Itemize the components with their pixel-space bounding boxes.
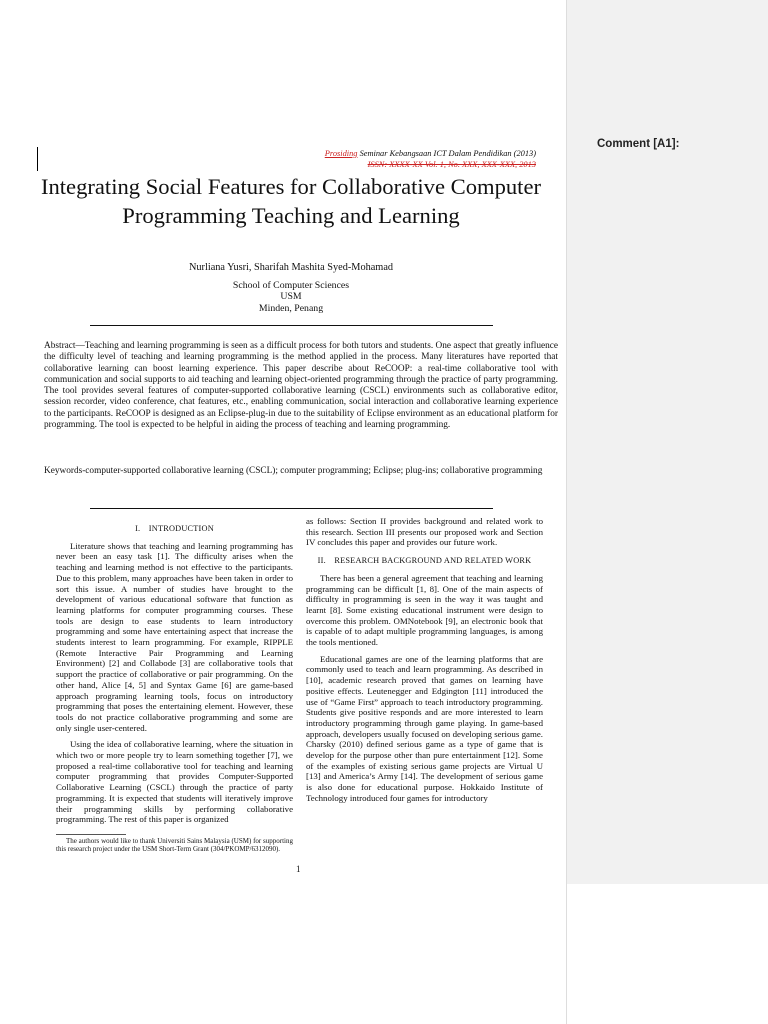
sidebar-bottom: [566, 884, 768, 1024]
intro-continuation: as follows: Section II provides background and related work to this research. Section III presents our proposed work and Section IV concludes this paper and provides our future work.: [306, 516, 543, 548]
divider-bottom: [90, 508, 493, 509]
author-names: Nurliana Yusri, Sharifah Mashita Syed-Mohamad: [188, 262, 394, 273]
author-location: Minden, Penang: [258, 302, 324, 314]
left-column: [56, 524, 293, 825]
keywords: Keywords-computer-supported collaborative learning (CSCL); computer programming; Eclipse; plug-ins; collaborative programming: [44, 466, 543, 476]
abstract: Abstract—Teaching and learning programming is seen as a difficult process for both tutors and students. One aspect that greatly influence the difficulty level of teaching and learning programming is the method applied in the process. Many literatures have reported that collaborative learning can boost learning experience. This paper describe about ReCOOP: a real-time collaborative tool with communication and social supports to aid teaching and learning object-oriented programming through the practice of party programming. The tool provides several features of computer-supported collaborative learning (CSCL) environments such as collaborative editor, session recorder, video conference, chat features, etc., enabling communication, social interaction and collaborative learning experience to the participants. ReCOOP is designed as an Eclipse-plug-in due to the suitability of Eclipse environment as an educational platform for programming. The tool is expected to be helpful in aiding the process of teaching and learning programming.: [44, 341, 558, 431]
section-title-introduction: I. INTRODUCTION: [135, 524, 214, 533]
comment-label[interactable]: Comment [A1]:: [597, 138, 680, 150]
right-column: [306, 516, 543, 804]
header-seminar: Seminar Kebangsaan ICT Dalam Pendidikan (2013): [359, 149, 536, 158]
header-issn: ISSN: XXXX-XX Vol. 1, No. XXX, XXX-XXX, 2013: [367, 160, 536, 169]
author-school: School of Computer Sciences: [232, 279, 350, 291]
footnote-rule: [56, 834, 126, 835]
intro-paragraph-2: Using the idea of collaborative learning, where the situation in which two or more people try to learn something together [7], we proposed a real-time collaborative tool for teaching and learning computer programming that provides Computer-Supported Collaborative Learning (CSCL) through the practice of party programming. It is expected that students will iteratively improve their programming skills by performing collaborative programming. The rest of this paper is organized: [56, 739, 293, 825]
footnote: The authors would like to thank Universiti Sains Malaysia (USM) for supporting this research project under the USM Short-Term Grant (304/PKOMP/6312090).: [56, 837, 293, 854]
text-cursor: [37, 147, 38, 171]
page-number: 1: [296, 864, 301, 874]
intro-paragraph-1: Literature shows that teaching and learning programming has never been an easy task [1]. The difficulty arises when the teaching and learning method is not effective to the participants. Due to this problem, many approaches have been taken in order to sort this issue. A number of studies have brought to the development of various educational software that function as learning platforms for computer programming courses. These tools are design to ease students to learn introductory programming and some have entertaining aspect that increase the students interest to learn programming. For example, RIPPLE (Remote Interactive Pair Programming and Learning Environment) [2] and Collabode [3] are collaborative tools that support the practice of collaborative or pair programming. On the other hand, Alice [4, 5] and Syntax Game [6] are game-based approach programing learning tools, focus on introductory programming that poses the entertaining element. However, these tools do not practice collaborative programming and some are only single user-centered.: [56, 540, 293, 733]
author-university: USM: [280, 291, 302, 302]
header-line-1: [325, 149, 536, 158]
header-prosiding[interactable]: Prosiding: [324, 149, 358, 158]
paper-title: Integrating Social Features for Collaborative Computer Programming Teaching and Learning: [40, 174, 542, 228]
divider-top: [90, 325, 493, 326]
background-paragraph-1: There has been a general agreement that teaching and learning programming can be difficult [1, 8]. One of the main aspects of difficulty in programming is seen in the way it was taught and learnt [8]. Some existing educational instrument were design to overcome this problem. OMNotebook [9], an electronic book that is capable of to adapt multiple programming languages, is among the tools mentioned.: [306, 572, 543, 648]
background-paragraph-2: Educational games are one of the learning platforms that are commonly used to teach and learn programming. As described in [10], academic research proved that games on learning have positive effects. Leutenegger and Edgington [11] introduced the use of “Game First” approach to teach introductory programming. Students give positive responds and are more interested to learn introductory programming through game playing. In game-based approach, developers usually focused on developing serious game. Charsky (2010) defined serious game as a type of game that is develop for the purpose other than pure entertainment [12]. Some of the examples of existing serious game projects are Virtual U [13] and America’s Army [14]. The development of serious game is also done for educational purpose. Hokkaido Institute of Technology introduced four games for introductory: [306, 653, 543, 803]
author-block: [40, 262, 542, 314]
comment-sidebar: [566, 0, 768, 884]
section-title-background: II. RESEARCH BACKGROUND AND RELATED WORK: [317, 556, 532, 566]
